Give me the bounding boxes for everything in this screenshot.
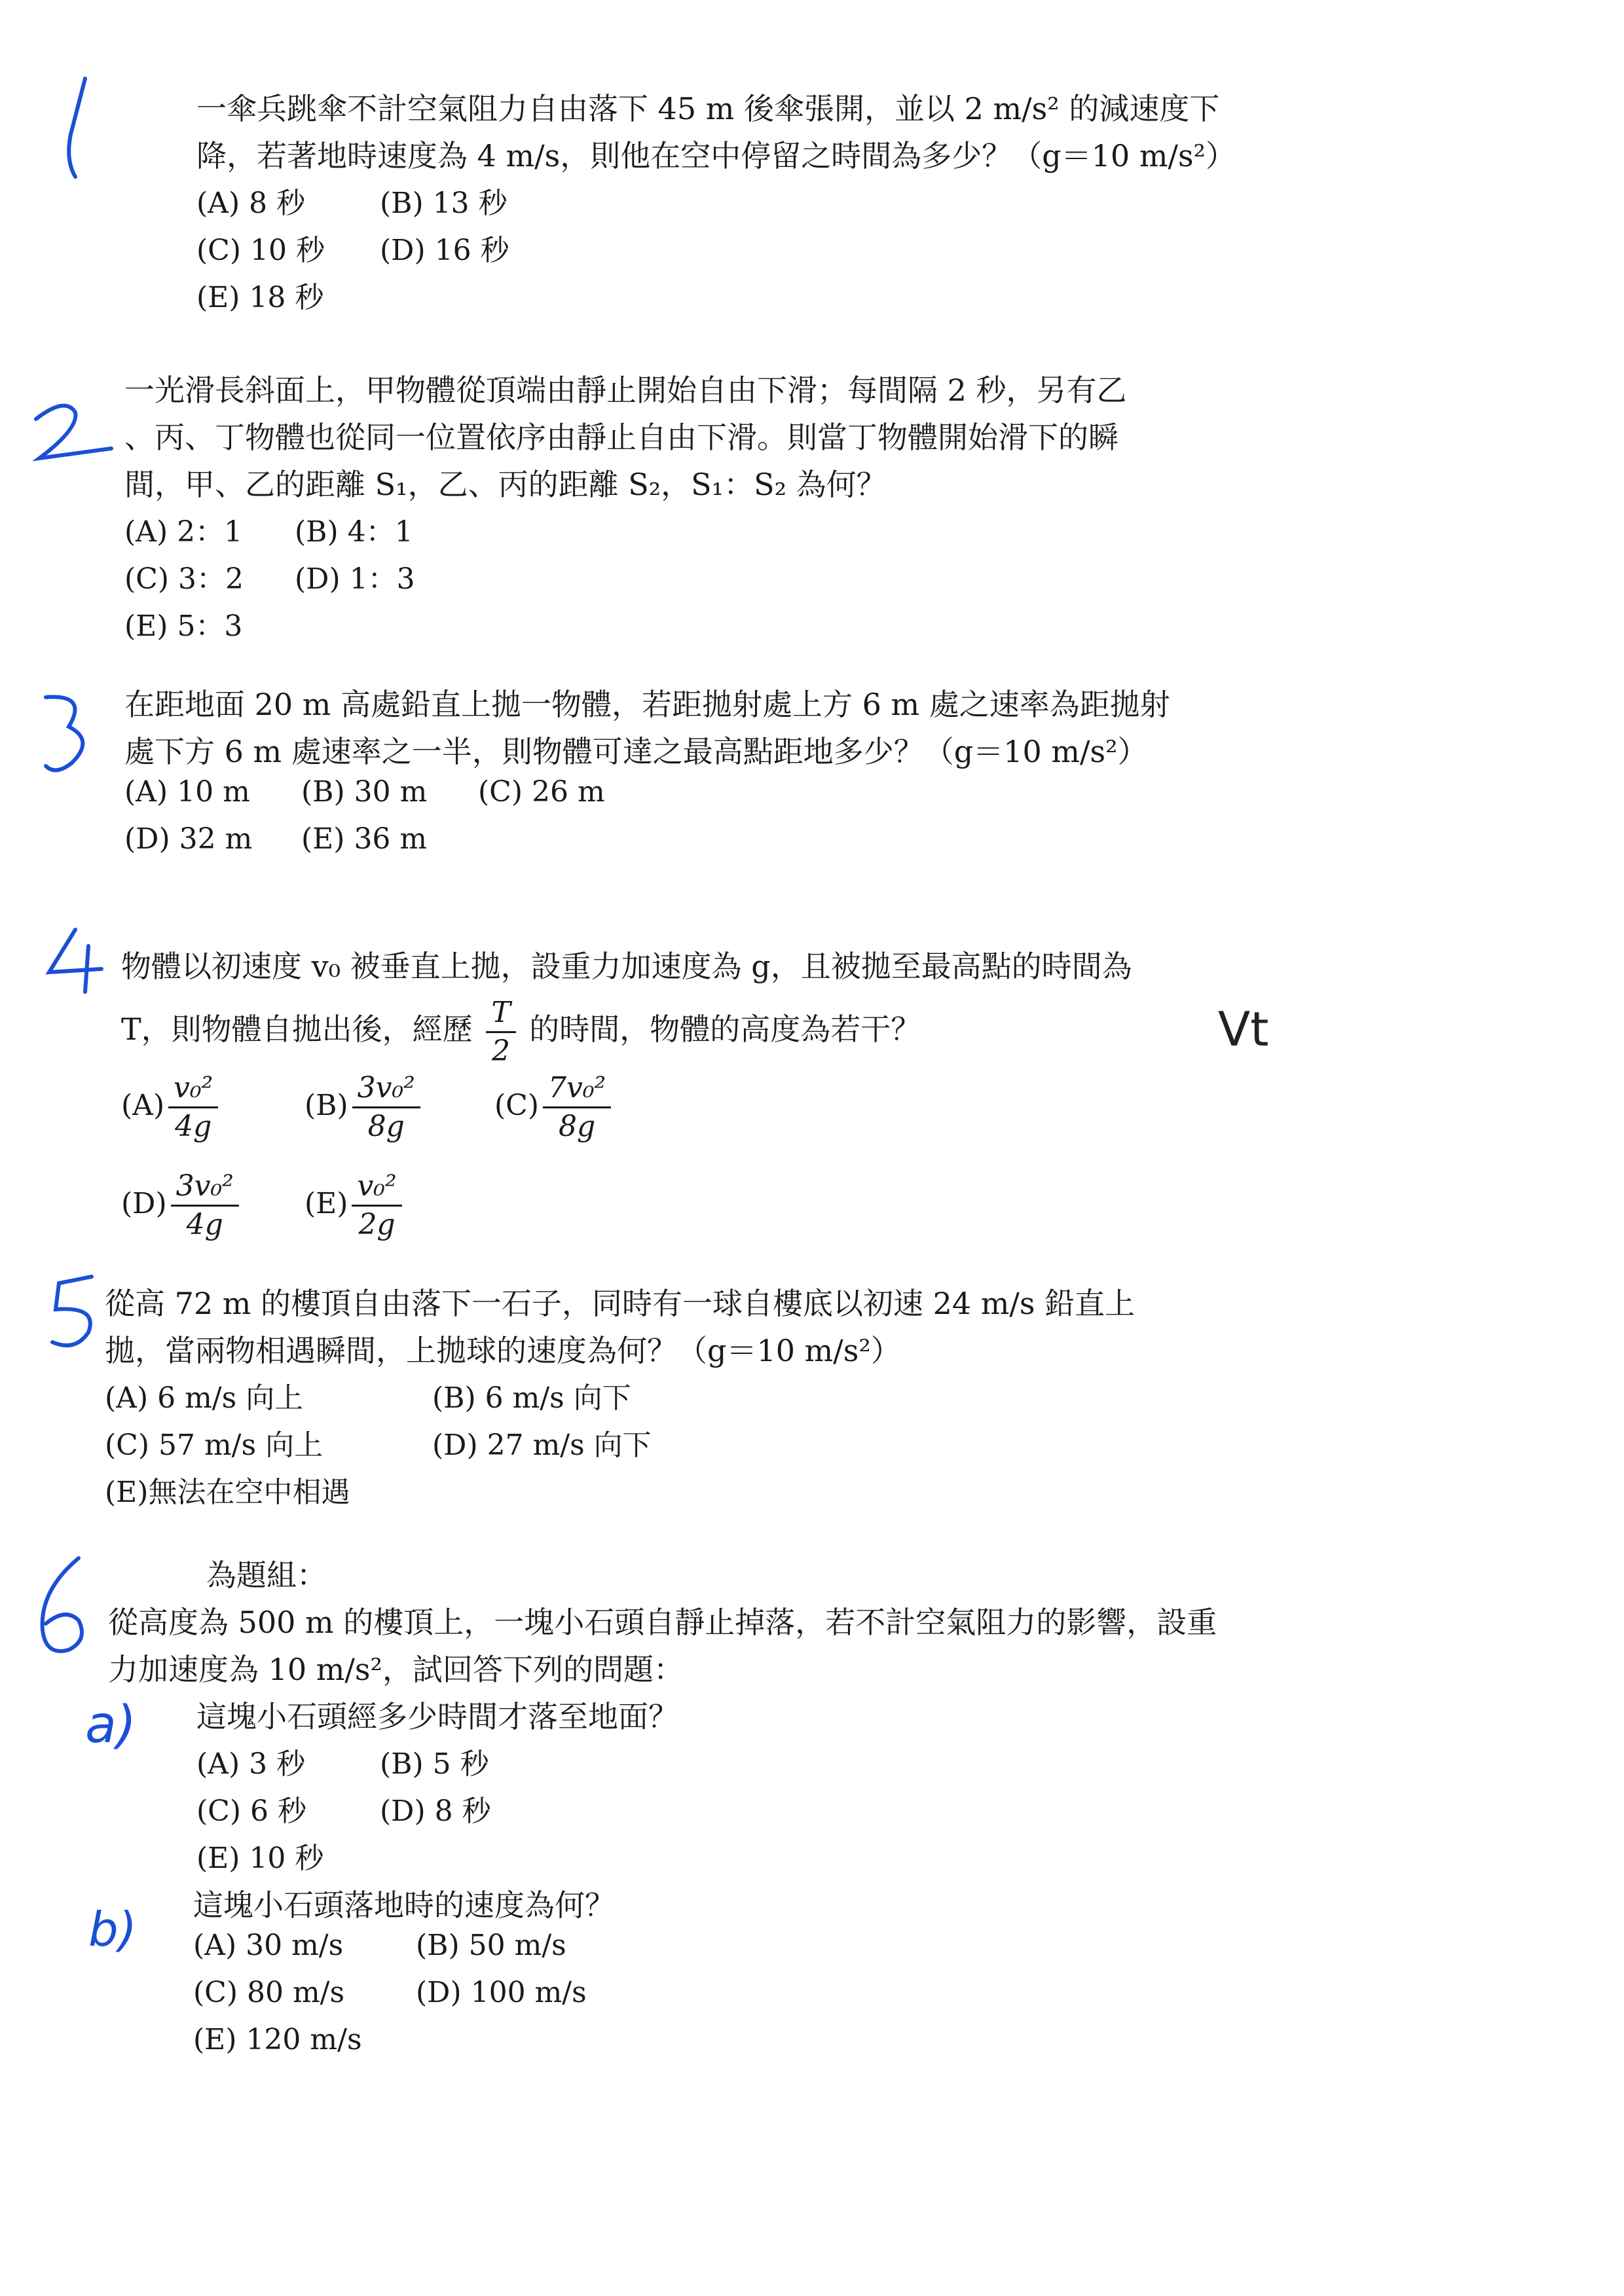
question-4-line-1: 物體以初速度 v₀ 被垂直上拋，設重力加速度為 g，且被拋至最高點的時間為 (121, 949, 1132, 984)
option-a[interactable]: (A) 3 秒 (196, 1747, 306, 1781)
option-d[interactable]: (D) 32 m (124, 822, 253, 856)
option-e[interactable]: (E) 5：3 (124, 610, 243, 643)
handwritten-number-1 (46, 72, 105, 183)
margin-note-vt: Vt (1218, 1002, 1269, 1057)
question-5-options-row-1 (105, 1374, 1316, 1421)
question-2 (124, 367, 1303, 649)
option-d[interactable]: (D) 8 秒 (380, 1795, 491, 1828)
option-e[interactable]: (E) 18 秒 (196, 281, 324, 314)
option-c[interactable]: (C) 80 m/s (193, 1976, 345, 2009)
option-b[interactable]: (B) 6 m/s 向下 (432, 1381, 631, 1415)
option-a[interactable]: (A) 2：1 (124, 515, 243, 549)
question-2-line-3: 間，甲、乙的距離 S₁，乙、丙的距離 S₂，S₁：S₂ 為何？ (124, 467, 887, 502)
handwritten-sub-mark-b: b) (88, 1902, 137, 1957)
question-1-options-row-1 (196, 179, 1310, 227)
option-d[interactable]: (D) $\frac{\text{3v₀²}}{4g}$ (121, 1168, 243, 1243)
option-d[interactable]: (D) 27 m/s 向下 (432, 1429, 652, 1462)
question-6-line-1: 從高度為 500 m 的樓頂上，一塊小石頭自靜止掉落，若不計空氣阻力的影響，設重 (108, 1605, 1217, 1640)
question-5-options-row-2 (105, 1421, 1316, 1468)
option-b[interactable]: (B) 5 秒 (380, 1747, 489, 1781)
question-1-line-2: 降，若著地時速度為 4 m/s，則他在空中停留之時間為多少？（g＝10 m/s²） (196, 138, 1236, 173)
question-5 (105, 1280, 1316, 1516)
option-e[interactable]: (E) 10 秒 (196, 1842, 324, 1875)
question-3-options-row-2 (124, 822, 1303, 869)
option-d[interactable]: (D) 100 m/s (416, 1976, 587, 2009)
option-e[interactable]: (E) $\frac{\text{v₀²}}{2g}$ (304, 1168, 406, 1243)
option-c[interactable]: (C) 3：2 (124, 562, 244, 596)
option-c[interactable]: (C) 57 m/s 向上 (105, 1429, 323, 1462)
option-a[interactable]: (A) 8 秒 (196, 187, 306, 220)
sub-a-options-row-1 (196, 1740, 1320, 1787)
option-c[interactable]: (C) 26 m (478, 775, 605, 809)
question-4-line-2: T，則物體自拋出後，經歷 $\frac{T}{2}$ 的時間，物體的高度為若干？ (121, 990, 1300, 1070)
half-t-fraction: $\frac{T}{2}$ (486, 994, 515, 1070)
sub-question-a (108, 1693, 1320, 1882)
sub-b-options-row-2 (193, 1976, 1320, 2023)
question-1-options-row-2 (196, 227, 1310, 274)
sub-question-b-text: 這塊小石頭落地時的速度為何？ (193, 1887, 615, 1923)
option-b[interactable]: (B) 50 m/s (416, 1929, 566, 1962)
option-b[interactable]: (B) $\frac{\text{3v₀²}}{8g}$ (304, 1070, 424, 1145)
sub-b-options-row-3 (193, 2023, 1320, 2070)
question-1 (196, 85, 1310, 321)
handwritten-number-4 (39, 923, 111, 995)
question-1-options-row-3 (196, 274, 1310, 321)
option-a[interactable]: (A) $\frac{\text{v₀²}}{4g}$ (121, 1070, 222, 1145)
sub-question-b (108, 1882, 1320, 2070)
option-b[interactable]: (B) 13 秒 (380, 187, 507, 220)
handwritten-sub-mark-a: a) (85, 1696, 137, 1755)
handwritten-number-6 (26, 1552, 98, 1663)
question-6-line-2: 力加速度為 10 m/s²，試回答下列的問題： (108, 1652, 684, 1687)
option-e[interactable]: (E)無法在空中相遇 (105, 1476, 350, 1509)
question-4-options-row-2 (121, 1168, 1300, 1266)
option-e[interactable]: (E) 36 m (301, 822, 428, 856)
option-c[interactable]: (C) 6 秒 (196, 1795, 306, 1828)
question-4-options-row-1 (121, 1070, 1300, 1168)
handwritten-number-2 (26, 393, 118, 465)
question-5-line-1: 從高 72 m 的樓頂自由落下一石子，同時有一球自樓底以初速 24 m/s 鉛直上 (105, 1286, 1135, 1321)
question-3-line-2: 處下方 6 m 處速率之一半，則物體可達之最高點距地多少？（g＝10 m/s²） (124, 734, 1148, 769)
option-a[interactable]: (A) 6 m/s 向上 (105, 1381, 304, 1415)
question-2-options-row-3 (124, 602, 1303, 649)
question-5-line-2: 拋，當兩物相遇瞬間，上拋球的速度為何？（g＝10 m/s²） (105, 1333, 901, 1368)
option-c[interactable]: (C) 10 秒 (196, 234, 325, 267)
handwritten-number-5 (36, 1270, 108, 1355)
sub-a-options-row-3 (196, 1834, 1320, 1882)
question-2-options-row-2 (124, 555, 1303, 602)
question-2-options-row-1 (124, 508, 1303, 555)
option-a[interactable]: (A) 30 m/s (193, 1929, 344, 1962)
option-e[interactable]: (E) 120 m/s (193, 2023, 362, 2056)
sub-b-options-row-1 (193, 1929, 1320, 1976)
question-3 (124, 681, 1303, 869)
question-4 (121, 943, 1300, 1266)
sub-a-options-row-2 (196, 1787, 1320, 1834)
option-c[interactable]: (C) $\frac{\text{7v₀²}}{8g}$ (494, 1070, 615, 1145)
option-a[interactable]: (A) 10 m (124, 775, 250, 809)
option-d[interactable]: (D) 1：3 (295, 562, 415, 596)
option-b[interactable]: (B) 4：1 (295, 515, 413, 549)
question-1-line-1: 一傘兵跳傘不計空氣阻力自由落下 45 m 後傘張開，並以 2 m/s² 的減速度下 (196, 91, 1220, 126)
question-3-line-1: 在距地面 20 m 高處鉛直上拋一物體，若距拋射處上方 6 m 處之速率為距拋射 (124, 687, 1170, 722)
option-b[interactable]: (B) 30 m (301, 775, 428, 809)
question-5-options-row-3 (105, 1468, 1316, 1516)
question-group-label: 為題組： (206, 1558, 327, 1593)
option-d[interactable]: (D) 16 秒 (380, 234, 509, 267)
handwritten-number-3 (33, 687, 98, 779)
question-2-line-1: 一光滑長斜面上，甲物體從頂端由靜止開始自由下滑；每間隔 2 秒，另有乙 (124, 373, 1127, 408)
question-2-line-2: 、丙、丁物體也從同一位置依序由靜止自由下滑。則當丁物體開始滑下的瞬 (124, 420, 1118, 455)
sub-question-a-text: 這塊小石頭經多少時間才落至地面？ (196, 1699, 678, 1734)
question-6 (108, 1552, 1320, 2070)
question-3-options-row-1 (124, 775, 1303, 822)
